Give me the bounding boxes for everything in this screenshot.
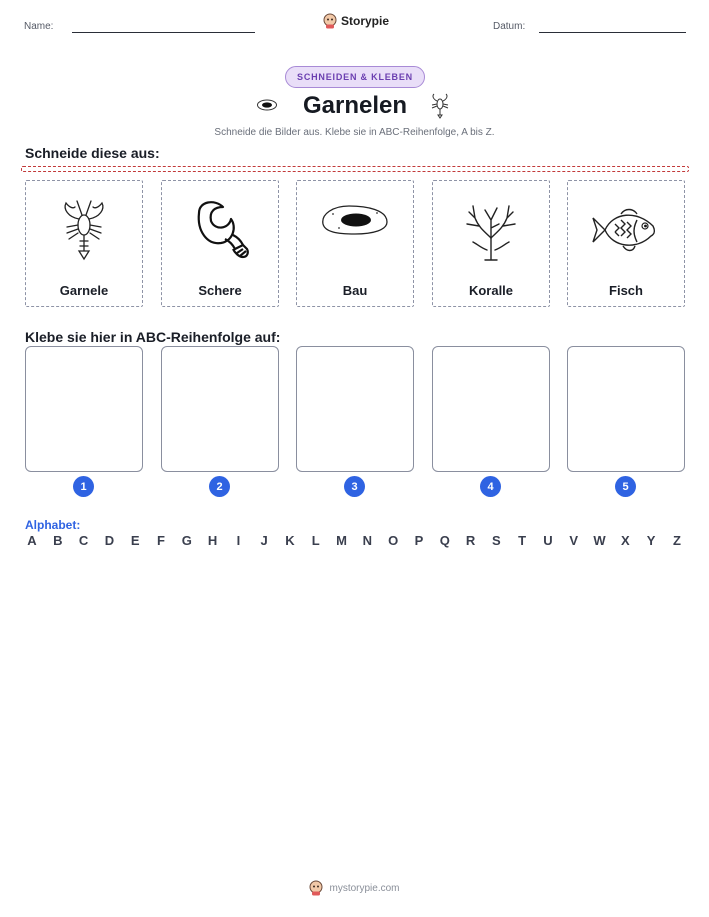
storypie-mascot-icon bbox=[309, 880, 323, 896]
cut-card-label: Fisch bbox=[609, 283, 643, 298]
fish-icon bbox=[591, 202, 661, 258]
brand-logo bbox=[323, 13, 389, 29]
instructions: Schneide die Bilder aus. Klebe sie in ABC-Reihenfolge, A bis Z. bbox=[214, 127, 495, 138]
alphabet-letter: H bbox=[207, 533, 218, 548]
paste-box-3[interactable] bbox=[296, 346, 414, 472]
cut-card-schere[interactable] bbox=[161, 180, 279, 307]
number-badge-1: 1 bbox=[73, 476, 94, 497]
alphabet-letter: I bbox=[236, 533, 241, 548]
alphabet-letter: Z bbox=[672, 533, 681, 548]
number-badge-3: 3 bbox=[344, 476, 365, 497]
alphabet-letter: V bbox=[569, 533, 579, 548]
page-title: Garnelen bbox=[302, 92, 408, 119]
cut-section-heading: Schneide diese aus: bbox=[25, 145, 160, 161]
alphabet-letter: M bbox=[336, 533, 347, 548]
paste-box-5[interactable] bbox=[567, 346, 685, 472]
number-badge-2: 2 bbox=[209, 476, 230, 497]
storypie-mascot-icon bbox=[323, 13, 337, 29]
alphabet-letter: R bbox=[465, 533, 476, 548]
burrow-icon bbox=[256, 98, 278, 112]
shrimp-icon bbox=[428, 93, 452, 119]
date-label: Datum: bbox=[493, 21, 526, 32]
alphabet-letter: N bbox=[362, 533, 373, 548]
alphabet-heading: Alphabet: bbox=[25, 518, 81, 532]
cut-card-fisch[interactable] bbox=[567, 180, 685, 307]
alphabet-letter: T bbox=[518, 533, 527, 548]
alphabet-letter: W bbox=[593, 533, 606, 548]
coral-icon bbox=[461, 198, 521, 262]
alphabet-letter: J bbox=[260, 533, 268, 548]
footer bbox=[0, 880, 709, 896]
alphabet-letter: Q bbox=[439, 533, 450, 548]
paste-section-heading: Klebe sie hier in ABC-Reihenfolge auf: bbox=[25, 329, 281, 345]
cut-line bbox=[21, 166, 689, 172]
cut-card-garnele[interactable] bbox=[25, 180, 143, 307]
alphabet-letter: A bbox=[27, 533, 37, 548]
number-badge-5: 5 bbox=[615, 476, 636, 497]
cut-card-koralle[interactable] bbox=[432, 180, 550, 307]
cut-card-label: Bau bbox=[342, 283, 368, 298]
name-label: Name: bbox=[24, 21, 54, 32]
cut-card-label: Garnele bbox=[59, 283, 109, 298]
paste-box-1[interactable] bbox=[25, 346, 143, 472]
cut-card-bau[interactable] bbox=[296, 180, 414, 307]
burrow-icon bbox=[319, 198, 391, 238]
paste-box-4[interactable] bbox=[432, 346, 550, 472]
cut-card-label: Koralle bbox=[468, 283, 514, 298]
alphabet-letter: P bbox=[414, 533, 424, 548]
alphabet-letter: X bbox=[620, 533, 630, 548]
shrimp-icon bbox=[53, 197, 115, 263]
brand-name: Storypie bbox=[341, 14, 390, 28]
date-line[interactable] bbox=[539, 32, 686, 33]
alphabet-letter: C bbox=[78, 533, 89, 548]
paste-box-2[interactable] bbox=[161, 346, 279, 472]
alphabet-letter: K bbox=[285, 533, 295, 548]
cut-card-label: Schere bbox=[198, 283, 242, 298]
number-badge-4: 4 bbox=[480, 476, 501, 497]
alphabet-letter: F bbox=[157, 533, 165, 548]
alphabet-letter: O bbox=[388, 533, 399, 548]
name-line[interactable] bbox=[72, 32, 255, 33]
alphabet-letter: U bbox=[543, 533, 553, 548]
alphabet-letter: E bbox=[130, 533, 140, 548]
footer-url[interactable]: mystorypie.com bbox=[329, 882, 400, 894]
alphabet-row bbox=[22, 533, 687, 548]
alphabet-letter: G bbox=[181, 533, 192, 548]
alphabet-letter: S bbox=[492, 533, 501, 548]
alphabet-letter: L bbox=[311, 533, 320, 548]
alphabet-letter: Y bbox=[646, 533, 656, 548]
activity-badge: SCHNEIDEN & KLEBEN bbox=[285, 66, 425, 88]
alphabet-letter: B bbox=[53, 533, 63, 548]
claw-icon bbox=[185, 195, 255, 265]
alphabet-letter: D bbox=[104, 533, 115, 548]
